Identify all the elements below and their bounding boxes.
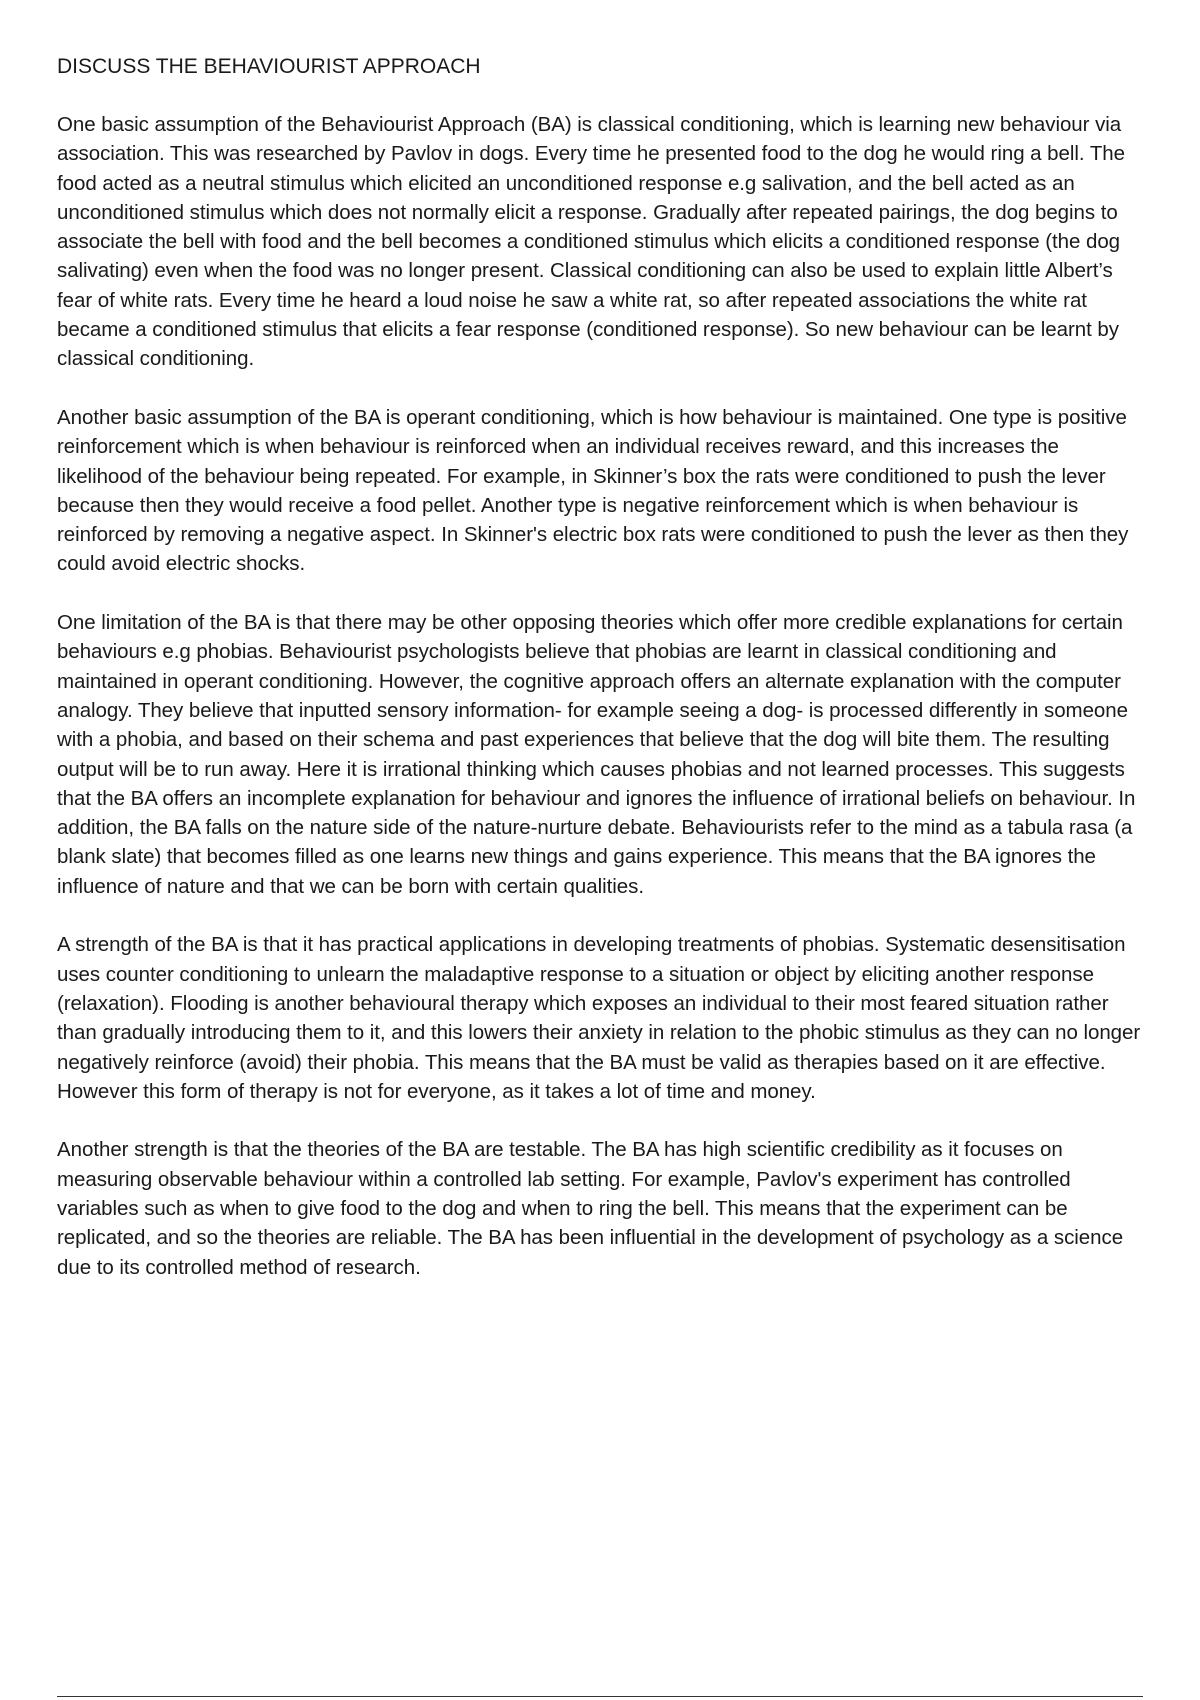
paragraph-classical-conditioning: One basic assumption of the Behaviourist Approach (BA) is classical conditioning, which is learning new behaviour via association. This was researched by Pavlov in dogs. Every time he presented food to the dog he would ring a bell. The food acted as a neutral stimulus which elicited an unconditioned response e.g salivation, and the bell acted as an unconditioned stimulus which does not normally elicit a response. Gradually after repeated pairings, the dog begins to associate the bell with food and the bell becomes a conditioned stimulus which elicits a conditioned response (the dog salivating) even when the food was no longer present. Classical conditioning can also be used to explain little Albert’s fear of white rats. Every time he heard a loud noise he saw a white rat, so after repeated associations the white rat became a conditioned stimulus that elicits a fear response (conditioned response). So new behaviour can be learnt by classical conditioning. <box>57 113 1125 371</box>
paragraph-operant-conditioning: Another basic assumption of the BA is operant conditioning, which is how behaviour is maintained. One type is positive reinforcement which is when behaviour is reinforced when an individual receives reward, and this increases the likelihood of the behaviour being repeated. For example, in Skinner’s box the rats were conditioned to push the lever because then they would receive a food pellet. Another type is negative reinforcement which is when behaviour is reinforced by removing a negative aspect. In Skinner's electric box rats were conditioned to push the lever as then they could avoid electric shocks. <box>57 405 1129 576</box>
document-page <box>57 52 1147 1311</box>
page-title: DISCUSS THE BEHAVIOURIST APPROACH <box>57 55 481 78</box>
paragraph-strength-testable: Another strength is that the theories of the BA are testable. The BA has high scientific credibility as it focuses on measuring observable behaviour within a controlled lab setting. For example, Pavlov's experiment has controlled variables such as when to give food to the dog and when to ring the bell. This means that the experiment can be replicated, and so the theories are reliable. The BA has been influential in the development of psychology as a science due to its controlled method of research. <box>57 1138 1124 1279</box>
footer-divider <box>57 1696 1143 1697</box>
paragraph-limitation: One limitation of the BA is that there may be other opposing theories which offer more credible explanations for certain behaviours e.g phobias. Behaviourist psychologists believe that phobias are learnt in classical conditioning and maintained in operant conditioning. However, the cognitive approach offers an alternate explanation with the computer analogy. They believe that inputted sensory information- for example seeing a dog- is processed differently in someone with a phobia, and based on their schema and past experiences that believe that the dog will bite them. The resulting output will be to run away. Here it is irrational thinking which causes phobias and not learned processes. This suggests that the BA offers an incomplete explanation for behaviour and ignores the influence of irrational beliefs on behaviour. In addition, the BA falls on the nature side of the nature-nurture debate. Behaviourists refer to the mind as a tabula rasa (a blank slate) that becomes filled as one learns new things and gains experience. This means that the BA ignores the influence of nature and that we can be born with certain qualities. <box>57 611 1136 898</box>
paragraph-strength-applications: A strength of the BA is that it has practical applications in developing treatments of phobias. Systematic desensitisation uses counter conditioning to unlearn the maladaptive response to a situation or object by eliciting another response (relaxation). Flooding is another behavioural therapy which exposes an individual to their most feared situation rather than gradually introducing them to it, and this lowers their anxiety in relation to the phobic stimulus as they can no longer negatively reinforce (avoid) their phobia. This means that the BA must be valid as therapies based on it are effective. However this form of therapy is not for everyone, as it takes a lot of time and money. <box>57 933 1141 1103</box>
